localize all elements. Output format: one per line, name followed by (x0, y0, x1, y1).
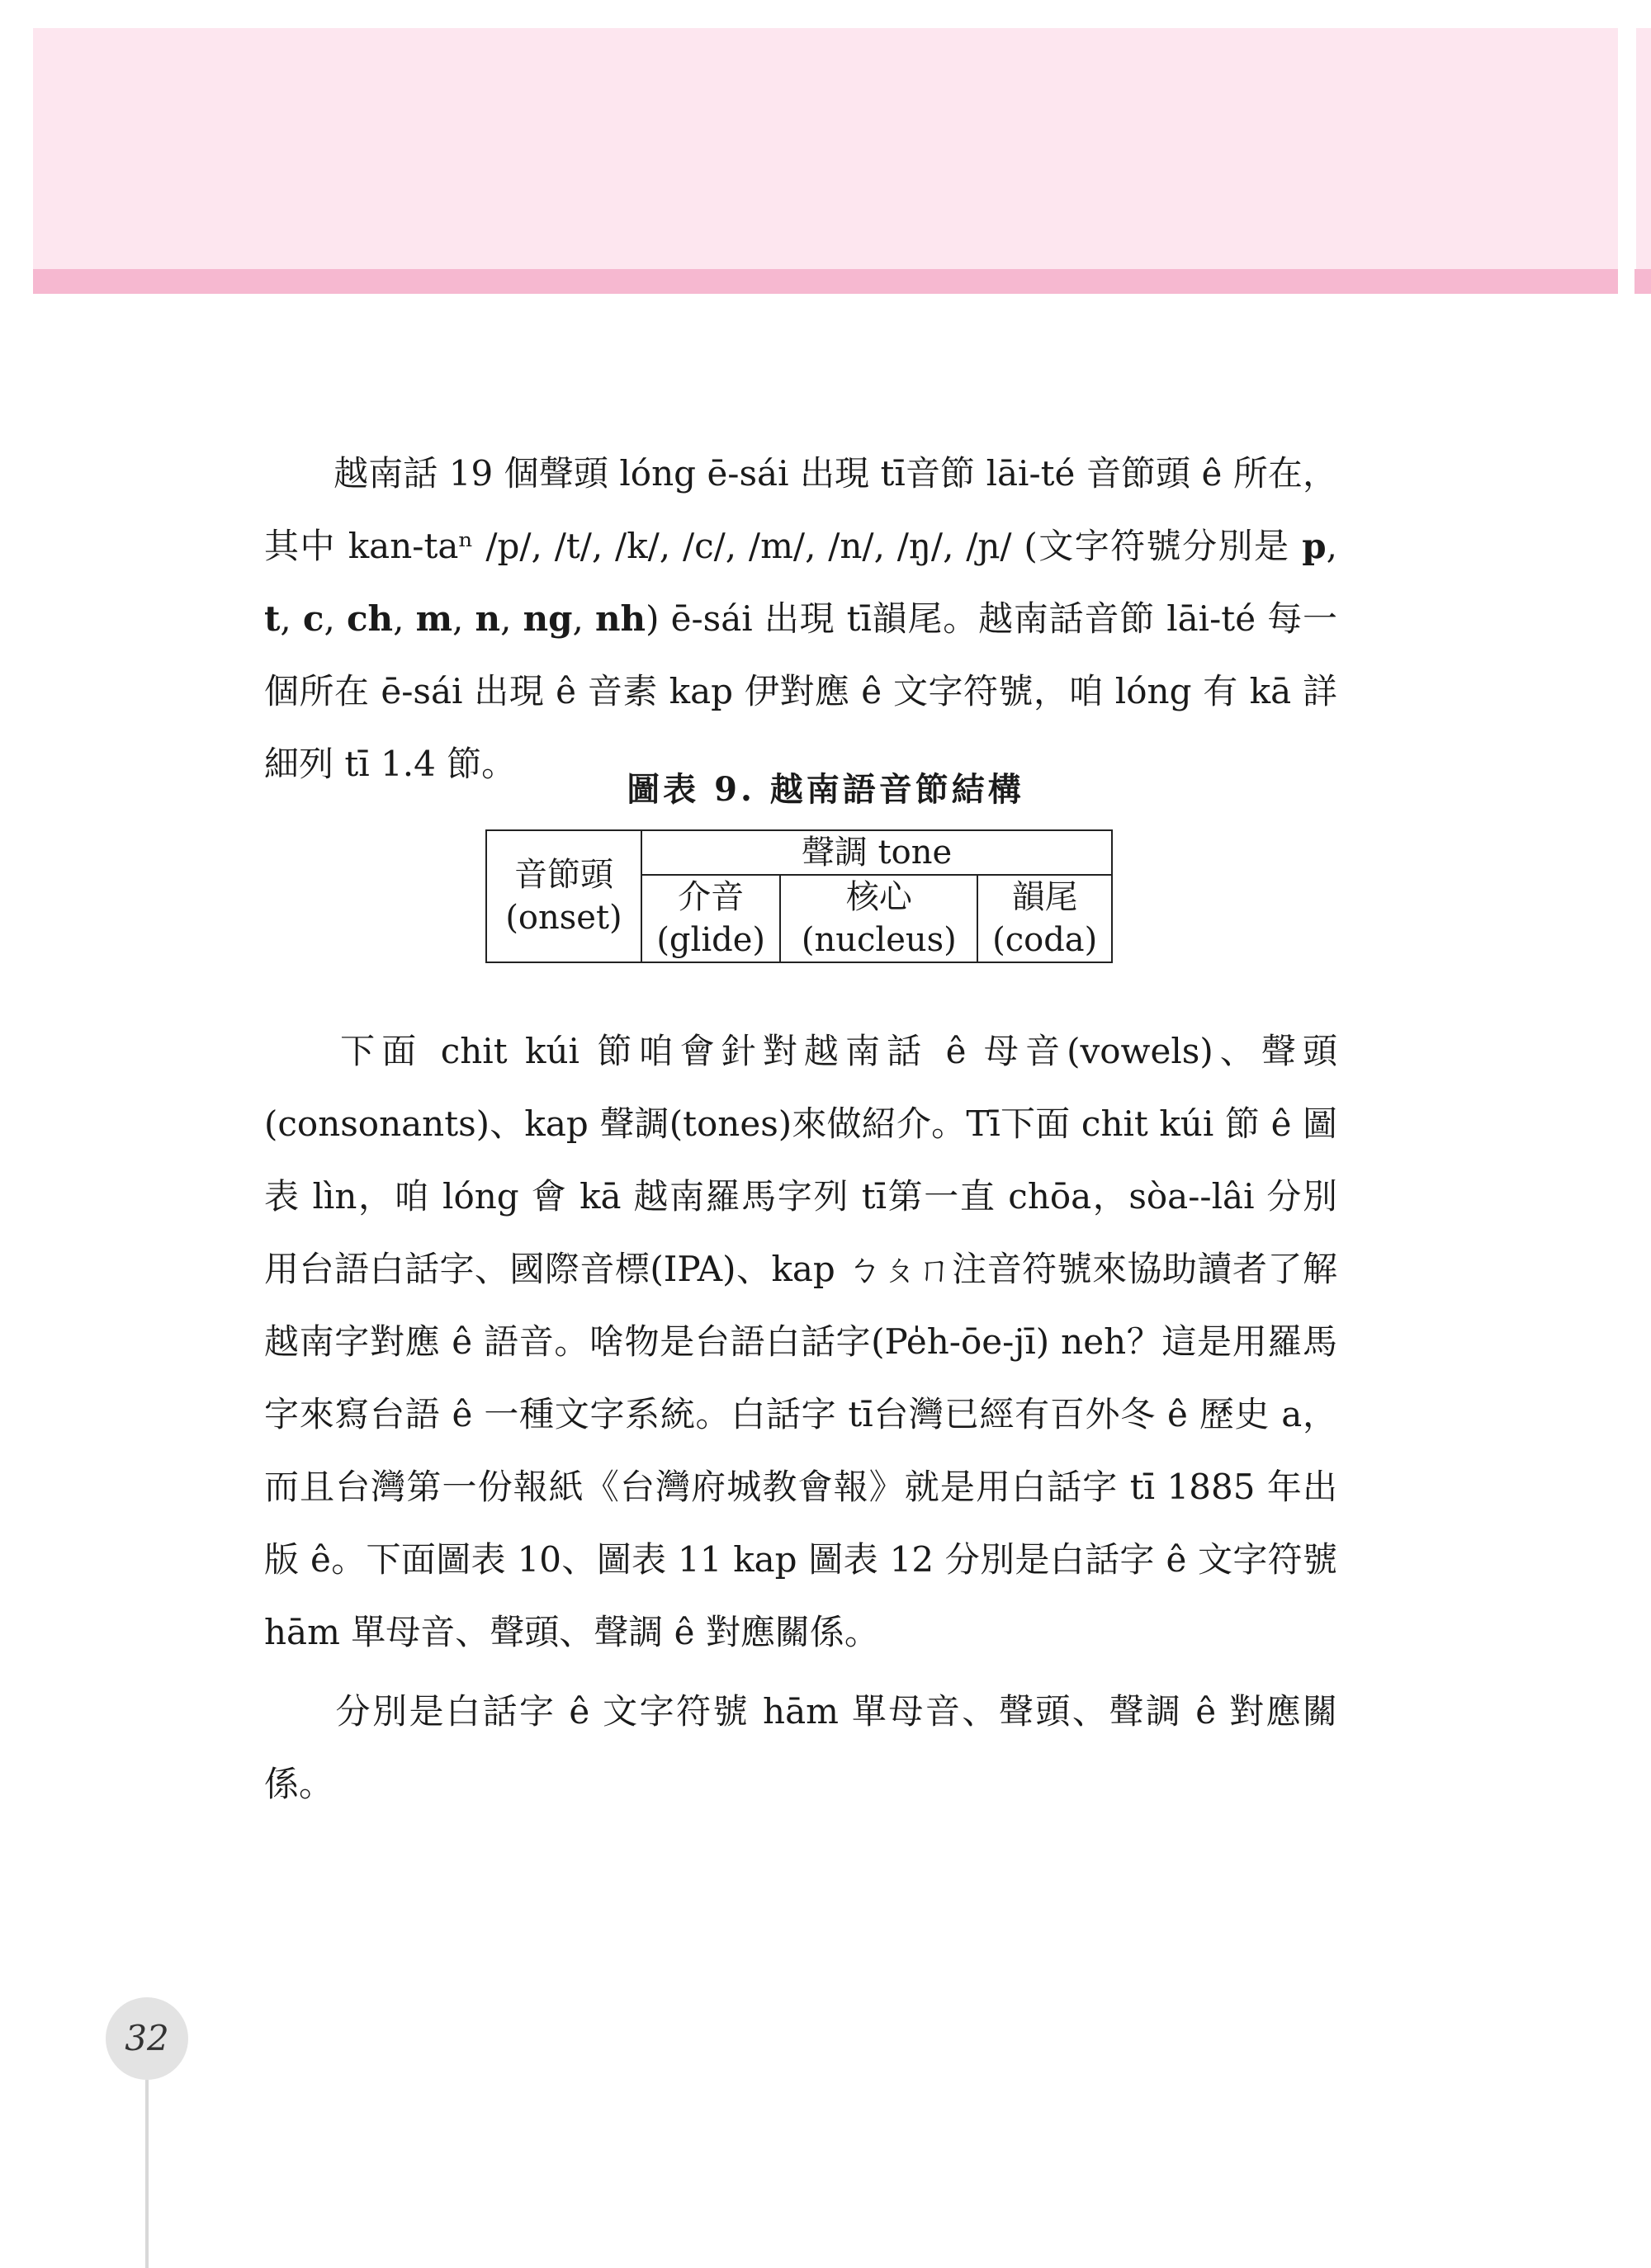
letter-ch: ch (346, 598, 394, 639)
paragraph-summary: 分別是白話字 ê 文字符號 hām 單母音、聲頭、聲調 ê 對應關係。 (264, 1691, 1337, 1804)
letter-t: t (264, 598, 281, 639)
letter-nh: nh (595, 598, 646, 639)
letter-p: p (1302, 526, 1327, 566)
figure-caption: 圖表 9. 越南語音節結構 (627, 770, 1024, 809)
nucleus-cell: 核心 (nucleus) (780, 875, 977, 962)
letter-n: n (475, 598, 501, 639)
header-edge-strip (1634, 269, 1651, 294)
header-band (33, 28, 1618, 292)
page-number-rule (145, 2080, 149, 2268)
coda-cell: 韻尾 (coda) (977, 875, 1112, 962)
header-accent-strip (33, 269, 1618, 294)
letter-m: m (415, 598, 453, 639)
onset-cell: 音節頭 (onset) (486, 830, 641, 962)
letter-ng: ng (523, 598, 573, 639)
paragraph-syllable-onset: 越南話 19 個聲頭 lóng ē-sái 出現 tī音節 lāi-té 音節頭 ê 所在，其中 kan-taⁿ /p/, /t/, /k/, /c/, /m/, /n/, /ŋ/, /ɲ/ (文字符號分別是 p, t, c, ch, m, n, ng, nh) ē-sái 出現 tī韻尾。越南話音節 lāi-té 每一個所在 ē-sái 出現 ê 音素 kap 伊對應 ê 文字符號，咱 lóng 有 kā 詳細列 tī 1.4 節。 (264, 453, 1337, 784)
page-number: 32 (125, 2018, 169, 2058)
paragraph-introduction: 下面 chit kúi 節咱會針對越南話 ê 母音(vowels)、聲頭(consonants)、kap 聲調(tones)來做紹介。Tī下面 chit kúi 節 ê 圖表 lìn，咱 lóng 會 kā 越南羅馬字列 tī第一直 chōa，sòa--lâi 分別用台語白話字、國際音標(IPA)、kap ㄅㄆㄇ注音符號來協助讀者了解越南字對應 ê 語音。啥物是台語白話字(Pe̍h-ōe-jī) neh？這是用羅馬字來寫台語 ê 一種文字系統。白話字 tī台灣已經有百外冬 ê 歷史 a，而且台灣第一份報紙《台灣府城教會報》就是用白話字 tī 1885 年出版 ê。下面圖表 10、圖表 11 kap 圖表 12 分別是白話字 ê 文字符號 hām 單母音、聲頭、聲調 ê 對應關係。 (264, 1031, 1337, 1652)
syllable-structure-table (485, 829, 1113, 963)
glide-cell: 介音 (glide) (641, 875, 780, 962)
tone-cell: 聲調 tone (641, 830, 1112, 875)
letter-c: c (302, 598, 324, 639)
header-edge-tab (1634, 28, 1651, 294)
